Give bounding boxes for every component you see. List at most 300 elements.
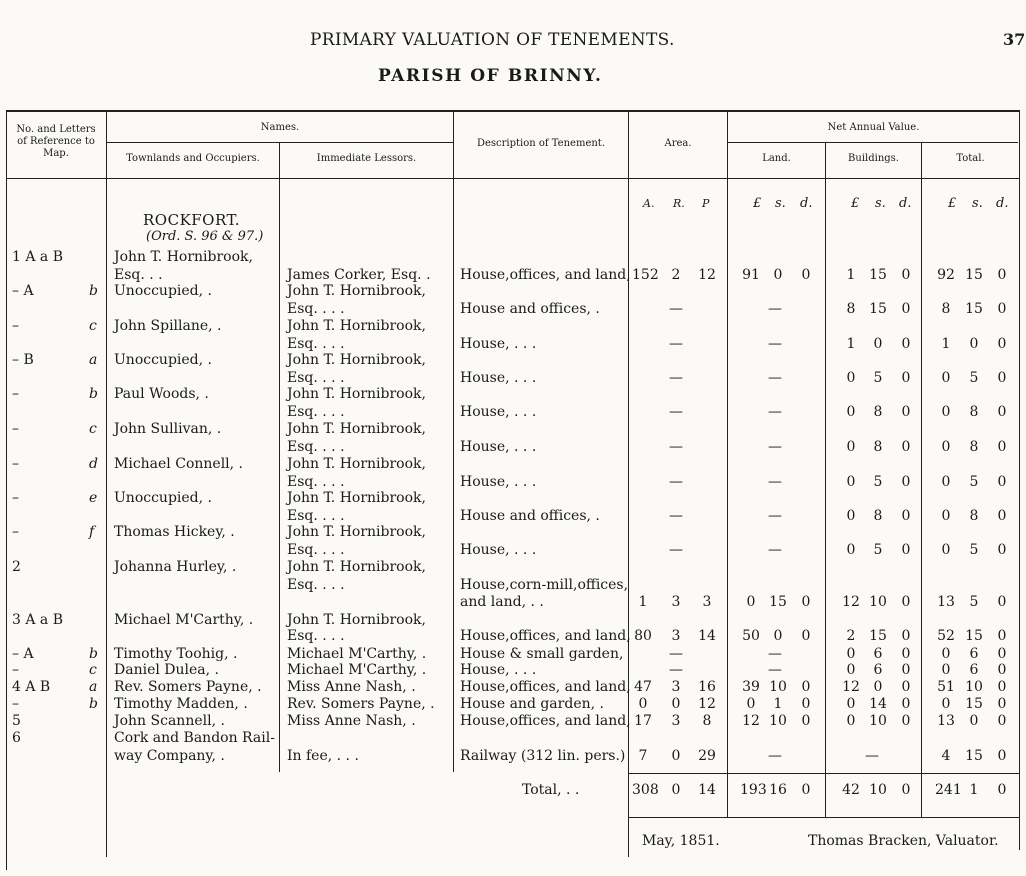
occupier-name: Michael M'Carthy, . [114,612,254,628]
bldg-pence: 0 [901,696,911,712]
land-dash: — [768,542,782,558]
header-bottom-rule [6,178,1020,179]
total-shillings: 15 [965,696,983,712]
total-shillings: 15 [965,267,983,283]
bldg-shillings: 0 [873,679,883,695]
tenement-description: Railway (312 lin. pers.) [460,748,626,764]
area-roods: 3 [671,628,681,644]
tenement-description: House,offices, and land, [460,267,631,283]
land-pence: 0 [801,713,811,729]
bldg-shillings: 15 [869,267,887,283]
area-dash: — [669,439,683,455]
table-row [0,747,1026,765]
tenement-description: and land, . . [460,594,544,610]
land-shillings: 0 [773,267,783,283]
area-roods: 0 [671,696,681,712]
bldg-pence: 0 [901,474,911,490]
map-ref: 4 A B [12,679,51,695]
area-perches: 3 [702,594,712,610]
lessor-name: John T. Hornibrook, [287,490,426,506]
land-pounds: 39 [742,679,760,695]
area-roods: 2 [671,267,681,283]
tenement-description: House,offices, and land, [460,628,631,644]
area-acres: 0 [638,696,648,712]
unit-roods: R. [673,197,685,210]
bldg-shillings: 5 [873,474,883,490]
lessor-name: Michael M'Carthy, . [287,646,427,662]
bldg-pence: 0 [901,439,911,455]
table-row [0,385,1026,403]
table-row [0,576,1026,594]
total-pence: 0 [997,696,1007,712]
total-pence: 0 [997,542,1007,558]
header-land: Land. [762,153,791,164]
occupier-name: Johanna Hurley, . [114,559,237,575]
total-shillings: 15 [965,748,983,764]
table-row [0,661,1026,679]
occupier-name: Unoccupied, . [114,283,212,299]
unit-bldg-pence: d. [899,196,912,211]
lessor-name: John T. Hornibrook, [287,283,426,299]
total-pounds: 0 [941,404,951,420]
lessor-name: John T. Hornibrook, [287,524,426,540]
total-shillings: 5 [969,474,979,490]
occupier-name: Rev. Somers Payne, . [114,679,262,695]
header-net-annual-value: Net Annual Value. [827,122,920,133]
table-row [0,729,1026,747]
total-pounds: 51 [937,679,955,695]
area-acres: 7 [638,748,648,764]
total-pounds: 0 [941,370,951,386]
total-pence: 0 [997,594,1007,610]
totals-bldg-shillings: 10 [869,782,887,798]
total-pence: 0 [997,267,1007,283]
table-row [0,300,1026,318]
area-acres: 80 [634,628,652,644]
total-pence: 0 [997,474,1007,490]
land-shillings: 0 [773,628,783,644]
total-pounds: 13 [937,713,955,729]
area-dash: — [669,336,683,352]
total-pounds: 0 [941,542,951,558]
area-perches: 16 [698,679,716,695]
map-ref-letter: c [89,662,97,678]
land-shillings: 1 [773,696,783,712]
map-ref-letter: a [89,679,98,695]
occupier-name: John Scannell, . [114,713,225,729]
total-pounds: 0 [941,474,951,490]
bldg-shillings: 5 [873,542,883,558]
bldg-pounds: 12 [842,594,860,610]
table-row [0,678,1026,696]
map-ref: – [12,490,19,506]
totals-bldg-pence: 0 [901,782,911,798]
map-ref: – [12,318,19,334]
totals-land-pence: 0 [801,782,811,798]
bldg-pence: 0 [901,662,911,678]
bldg-pounds: 0 [846,439,856,455]
bldg-pounds: 0 [846,542,856,558]
map-ref-letter: b [89,283,98,299]
lessor-name: John T. Hornibrook, [287,456,426,472]
land-pounds: 50 [742,628,760,644]
bldg-pence: 0 [901,679,911,695]
total-pounds: 0 [941,508,951,524]
total-pounds: 0 [941,696,951,712]
land-pounds: 91 [742,267,760,283]
land-dash: — [768,662,782,678]
bldg-shillings: 6 [873,662,883,678]
table-top-rule [6,110,1020,112]
unit-land-pence: d. [800,196,813,211]
bldg-shillings: 0 [873,336,883,352]
totals-total-pence: 0 [997,782,1007,798]
area-roods: 0 [671,748,681,764]
totals-land-shillings: 16 [769,782,787,798]
bldg-pounds: 0 [846,646,856,662]
total-shillings: 5 [969,594,979,610]
header-townlands-occupiers: Townlands and Occupiers. [126,153,260,164]
occupier-name: Cork and Bandon Rail- [114,730,275,746]
tenement-description: House, . . . [460,662,537,678]
land-pounds: 0 [746,594,756,610]
area-dash: — [669,370,683,386]
bldg-pence: 0 [901,404,911,420]
land-dash: — [768,646,782,662]
total-shillings: 8 [969,508,979,524]
total-shillings: 0 [969,713,979,729]
land-pence: 0 [801,267,811,283]
total-shillings: 15 [965,301,983,317]
area-roods: 3 [671,713,681,729]
lessor-name: Esq. . . . [287,439,345,455]
totals-bldg-pounds: 42 [842,782,860,798]
total-pounds: 1 [941,336,951,352]
tenement-description: House,offices, and land, [460,679,631,695]
map-ref: – B [12,352,34,368]
tenement-description: House, . . . [460,542,537,558]
bldg-pence: 0 [901,594,911,610]
bldg-pence: 0 [901,508,911,524]
table-row [0,712,1026,730]
header-description: Description of Tenement. [476,138,605,149]
bldg-pence: 0 [901,628,911,644]
bldg-pounds: 0 [846,713,856,729]
table-row [0,403,1026,421]
tenement-description: House, . . . [460,439,537,455]
total-pounds: 52 [937,628,955,644]
land-dash: — [768,439,782,455]
lessor-name: John T. Hornibrook, [287,559,426,575]
total-pence: 0 [997,336,1007,352]
map-ref-letter: b [89,696,98,712]
total-pounds: 0 [941,646,951,662]
map-ref: – [12,662,19,678]
area-dash: — [669,474,683,490]
tenement-description: House & small garden, [460,646,624,662]
lessor-name: Esq. . . . [287,336,345,352]
page-number: 37 [1003,30,1026,49]
land-dash: — [768,508,782,524]
map-ref: – A [12,646,34,662]
map-ref: 2 [12,559,21,575]
tenement-description: House, . . . [460,474,537,490]
map-ref: 6 [12,730,21,746]
total-top-rule [628,773,1019,774]
map-ref: – [12,696,19,712]
bldg-shillings: 15 [869,301,887,317]
header-ref-line1: No. and Letters [16,124,96,135]
header-names: Names. [260,122,300,133]
tenement-description: House,offices, and land, [460,713,631,729]
map-ref-letter: a [89,352,98,368]
lessor-name: Esq. . . . [287,542,345,558]
lessor-name: Michael M'Carthy, . [287,662,427,678]
totals-total-pounds: 241 [935,782,962,798]
total-pence: 0 [997,508,1007,524]
table-row [0,317,1026,335]
tenement-description: House, . . . [460,336,537,352]
tenement-description: House, . . . [460,404,537,420]
total-shillings: 5 [969,542,979,558]
occupier-name: Thomas Hickey, . [114,524,235,540]
unit-acres: A. [643,197,655,210]
lessor-name: John T. Hornibrook, [287,612,426,628]
map-ref: 3 A a B [12,612,64,628]
townland-ordnance-ref: (Ord. S. 96 & 97.) [146,229,264,244]
area-acres: 1 [638,594,648,610]
map-ref: – [12,524,19,540]
area-acres: 17 [634,713,652,729]
table-row [0,282,1026,300]
total-shillings: 8 [969,439,979,455]
total-pounds: 13 [937,594,955,610]
townland-name: ROCKFORT. [143,211,241,229]
total-shillings: 5 [969,370,979,386]
land-pence: 0 [801,696,811,712]
unit-land-shilling: s. [775,196,786,211]
bldg-pounds: 0 [846,696,856,712]
map-ref-letter: f [89,524,95,540]
bldg-shillings: 10 [869,594,887,610]
names-subheader-rule [107,142,453,143]
area-dash: — [669,301,683,317]
unit-perches: P [702,197,710,210]
occupier-name: Timothy Toohig, . [114,646,238,662]
table-row [0,438,1026,456]
bldg-pounds: 8 [846,301,856,317]
map-ref: – [12,456,19,472]
land-dash: — [768,336,782,352]
land-dash: — [768,370,782,386]
land-dash: — [768,404,782,420]
lessor-name: John T. Hornibrook, [287,352,426,368]
map-ref-letter: c [89,318,97,334]
tenement-description: House and garden, . [460,696,604,712]
footer-top-rule [628,817,1019,818]
land-pounds: 0 [746,696,756,712]
table-row [0,248,1026,266]
total-shillings: 0 [969,336,979,352]
occupier-name: John Spillane, . [114,318,222,334]
unit-total-pound: £ [948,196,957,211]
map-ref-letter: d [89,456,98,472]
table-row [0,593,1026,611]
occupier-name: Michael Connell, . [114,456,243,472]
total-pounds: 92 [937,267,955,283]
total-shillings: 8 [969,404,979,420]
lessor-name: Esq. . . . [287,404,345,420]
total-pounds: 4 [941,748,951,764]
table-row [0,489,1026,507]
bldg-pounds: 0 [846,662,856,678]
unit-bldg-shilling: s. [875,196,886,211]
lessor-name: John T. Hornibrook, [287,421,426,437]
total-pence: 0 [997,662,1007,678]
occupier-name: Paul Woods, . [114,386,209,402]
occupier-name: Unoccupied, . [114,352,212,368]
area-roods: 3 [671,594,681,610]
area-dash: — [669,662,683,678]
map-ref: – A [12,283,34,299]
occupier-name: way Company, . [114,748,225,764]
unit-land-pound: £ [753,196,762,211]
total-shillings: 6 [969,662,979,678]
table-row [0,558,1026,576]
lessor-name: John T. Hornibrook, [287,386,426,402]
total-shillings: 10 [965,679,983,695]
table-row [0,420,1026,438]
bldg-shillings: 10 [869,713,887,729]
total-shillings: 6 [969,646,979,662]
land-dash: — [768,474,782,490]
total-pence: 0 [997,748,1007,764]
area-acres: 152 [632,267,659,283]
totals-area-a: 308 [632,782,659,798]
bldg-pounds: 0 [846,508,856,524]
bldg-pounds: 1 [846,336,856,352]
map-ref-letter: e [89,490,98,506]
totals-area-r: 0 [671,782,681,798]
land-dash: — [768,301,782,317]
total-pence: 0 [997,679,1007,695]
land-shillings: 15 [769,594,787,610]
area-perches: 29 [698,748,716,764]
total-pence: 0 [997,628,1007,644]
totals-land-pounds: 193 [740,782,767,798]
lessor-name: Esq. . . . [287,301,345,317]
unit-total-pence: d. [996,196,1009,211]
occupier-name: Esq. . . [114,267,163,283]
lessor-name: Esq. . . . [287,508,345,524]
total-pence: 0 [997,370,1007,386]
area-dash: — [669,404,683,420]
total-pounds: 8 [941,301,951,317]
footer-date: May, 1851. [642,833,720,849]
table-row [0,541,1026,559]
bldg-shillings: 5 [873,370,883,386]
area-perches: 12 [698,267,716,283]
totals-total-shillings: 1 [969,782,979,798]
unit-bldg-pound: £ [851,196,860,211]
map-ref: – [12,421,19,437]
lessor-name: Esq. . . . [287,628,345,644]
total-pence: 0 [997,713,1007,729]
lessor-name: In fee, . . . [287,748,359,764]
totals-row [0,781,1026,799]
total-pence: 0 [997,439,1007,455]
bldg-pence: 0 [901,542,911,558]
unit-total-shilling: s. [972,196,983,211]
table-row [0,627,1026,645]
bldg-pounds: 2 [846,628,856,644]
bldg-pounds: 0 [846,474,856,490]
land-pence: 0 [801,628,811,644]
bldg-shillings: 8 [873,404,883,420]
area-perches: 8 [702,713,712,729]
table-row [0,351,1026,369]
area-roods: 3 [671,679,681,695]
header-ref-line2: of Reference to [17,136,95,147]
header-total: Total. [956,153,985,164]
lessor-name: Miss Anne Nash, . [287,713,416,729]
bldg-shillings: 14 [869,696,887,712]
total-pence: 0 [997,301,1007,317]
area-dash: — [669,508,683,524]
occupier-name: John Sullivan, . [114,421,222,437]
bldg-pence: 0 [901,301,911,317]
footer-valuator: Thomas Bracken, Valuator. [808,833,999,849]
totals-area-p: 14 [698,782,716,798]
lessor-name: James Corker, Esq. . [287,267,431,283]
occupier-name: John T. Hornibrook, [114,249,253,265]
total-pence: 0 [997,646,1007,662]
header-area: Area. [664,138,692,149]
bldg-shillings: 15 [869,628,887,644]
total-shillings: 15 [965,628,983,644]
map-ref-letter: b [89,386,98,402]
nav-subheader-rule [727,142,1018,143]
bldg-shillings: 8 [873,508,883,524]
page-title: PRIMARY VALUATION OF TENEMENTS. [310,30,675,50]
lessor-name: Esq. . . . [287,577,345,593]
map-ref: 1 A a B [12,249,64,265]
bldg-pence: 0 [901,370,911,386]
bldg-shillings: 6 [873,646,883,662]
header-ref [8,124,104,160]
parish-title: PARISH OF BRINNY. [378,66,603,86]
map-ref-letter: b [89,646,98,662]
occupier-name: Daniel Dulea, . [114,662,219,678]
lessor-name: Esq. . . . [287,370,345,386]
bldg-pounds: 0 [846,404,856,420]
total-pounds: 0 [941,439,951,455]
occupier-name: Unoccupied, . [114,490,212,506]
tenement-description: House, . . . [460,370,537,386]
land-pence: 0 [801,594,811,610]
land-shillings: 10 [769,679,787,695]
land-shillings: 10 [769,713,787,729]
total-pounds: 0 [941,662,951,678]
lessor-name: Rev. Somers Payne, . [287,696,435,712]
bldg-pounds: 0 [846,370,856,386]
area-dash: — [669,542,683,558]
table-row [0,455,1026,473]
table-row [0,523,1026,541]
bldg-pence: 0 [901,267,911,283]
land-pence: 0 [801,679,811,695]
header-ref-line3: Map. [43,148,69,159]
